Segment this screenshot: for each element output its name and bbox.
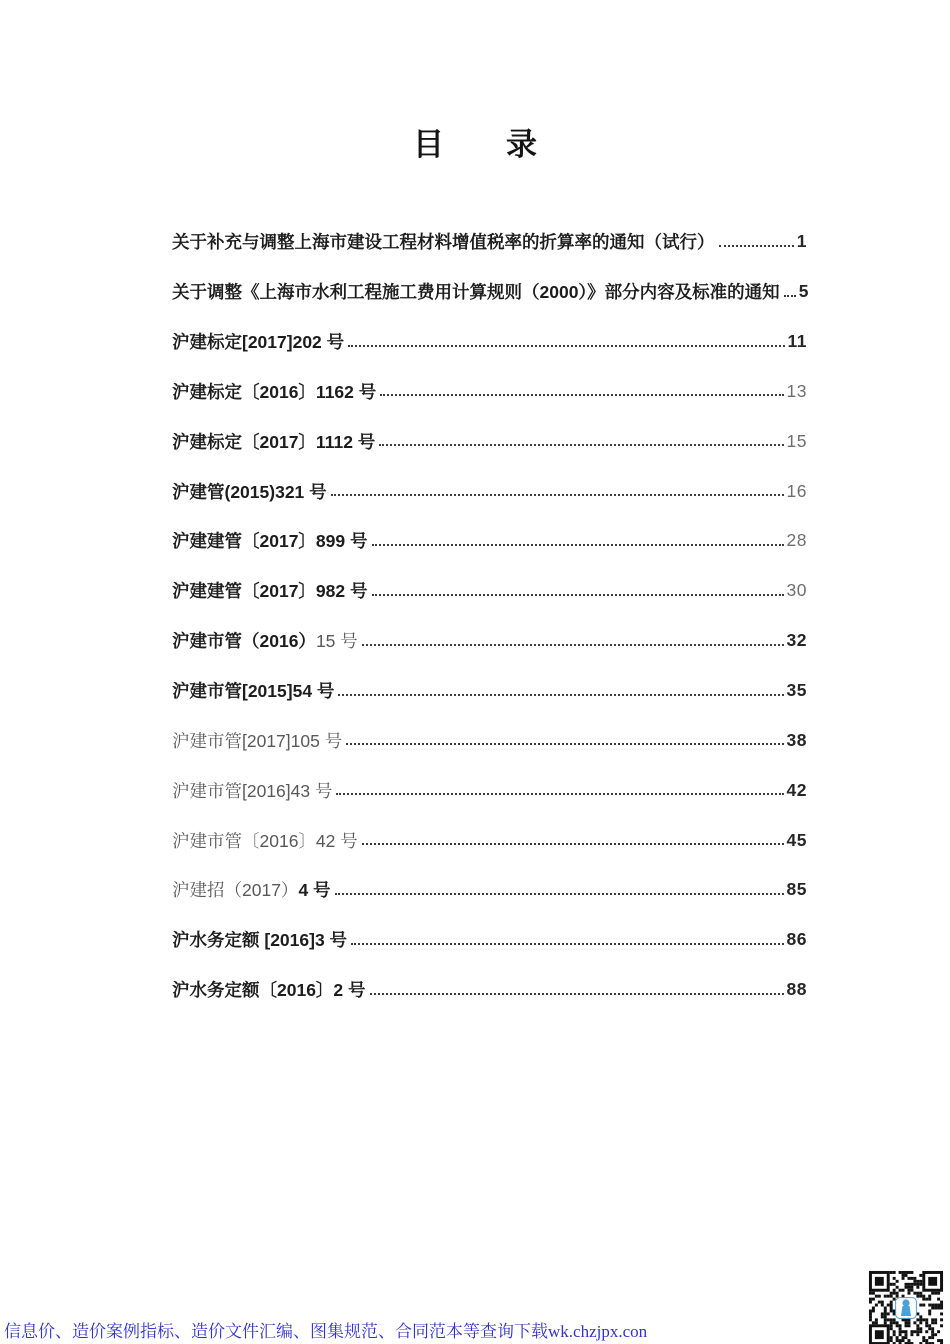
toc-leader-dots [784, 295, 796, 297]
qr-code-image [866, 1268, 946, 1344]
toc-leader-dots [346, 743, 783, 745]
toc-page-number: 86 [786, 929, 807, 950]
toc-entry-label [172, 229, 715, 254]
toc-entry-text-segment: 沪建招（2017） [172, 880, 299, 901]
toc-leader-dots [372, 544, 784, 546]
toc-entry-text-segment: 沪建市管[2016]43 号 [172, 780, 333, 801]
toc-entry-text-segment: 沪建建管〔2017〕982 号 [172, 581, 368, 602]
toc-entry-label [172, 628, 358, 653]
footer-promo-link[interactable]: 信息价、造价案例指标、造价文件汇编、图集规范、合同范本等查询下载wk.chzjpx.con [4, 1322, 648, 1341]
toc-leader-dots [372, 594, 784, 596]
toc-entry-label [172, 379, 376, 404]
toc-entry-text-segment: 沪建市管[2017]105 号 [172, 730, 343, 751]
toc-page-number: 35 [786, 680, 807, 701]
toc-page-number: 28 [786, 530, 807, 551]
toc-entry-label [172, 429, 375, 454]
toc-entry [172, 566, 807, 616]
toc-page-number: 15 [786, 430, 807, 451]
toc-entry-label [172, 678, 334, 703]
toc-page-number: 38 [786, 729, 807, 750]
toc-entry [172, 865, 807, 915]
toc-entry-text-segment: 沪建标定〔2017〕1112 号 [172, 431, 376, 452]
toc-entry-text-segment: 沪建标定〔2016〕1162 号 [172, 381, 377, 402]
toc-leader-dots [370, 993, 784, 995]
toc-page-number: 42 [786, 779, 807, 800]
toc-page-number: 1 [796, 231, 807, 252]
toc-entry [172, 915, 807, 965]
toc-entry-label [172, 977, 366, 1002]
qr-code [866, 1268, 946, 1344]
toc-entry [172, 765, 807, 815]
toc-entry [172, 466, 807, 516]
toc-entry [172, 965, 807, 1015]
toc-entry [172, 815, 807, 865]
toc-entry-label [172, 279, 780, 304]
toc-entry [172, 317, 807, 367]
toc-entry-text-segment: 沪建建管〔2017〕899 号 [172, 531, 368, 552]
toc-entry-text-segment: 15 号 [315, 631, 358, 652]
toc-page-number: 11 [787, 331, 807, 352]
toc-entry [172, 367, 807, 417]
toc-entry [172, 516, 807, 566]
toc-entry-label [172, 528, 368, 553]
toc-entry-text-segment: 沪水务定额〔2016〕2 号 [172, 980, 366, 1001]
page-title: 目 录 [413, 127, 537, 162]
toc-entry-text-segment: 沪建市管（2016） [172, 631, 316, 652]
toc-entry-text-segment: 4 号 [298, 880, 331, 901]
toc-entry [172, 616, 807, 666]
toc-entry-text-segment: 关于调整《上海市水利工程施工费用计算规则（2000）》部分内容及标准的通知 [172, 282, 780, 303]
toc-entry-text-segment: 沪建管(2015)321 号 [172, 481, 327, 502]
toc-page-number: 30 [786, 580, 807, 601]
toc-leader-dots [336, 793, 783, 795]
toc-page-number: 16 [786, 480, 807, 501]
toc-entry-text-segment: 沪建市管[2015]54 号 [172, 681, 335, 702]
toc-leader-dots [331, 494, 784, 496]
toc-leader-dots [379, 444, 783, 446]
toc-entry-label [172, 479, 327, 504]
toc-entry-label [172, 578, 368, 603]
toc-leader-dots [719, 245, 794, 247]
toc-entry-label [172, 329, 344, 354]
toc-entry [172, 267, 807, 317]
toc-page-number: 88 [786, 979, 807, 1000]
toc-page-number: 5 [798, 281, 809, 302]
toc-entry-label [172, 728, 342, 753]
toc-leader-dots [338, 694, 783, 696]
toc-page-number: 13 [786, 380, 807, 401]
toc-entry [172, 217, 807, 267]
toc-entry-text-segment: 沪建标定[2017]202 号 [172, 332, 345, 353]
toc-leader-dots [362, 644, 784, 646]
toc-entry [172, 416, 807, 466]
toc-entry-label [172, 828, 358, 853]
toc-entry-label [172, 778, 332, 803]
toc-entry [172, 666, 807, 716]
toc-leader-dots [335, 893, 784, 895]
toc-page-number: 45 [786, 829, 807, 850]
toc-leader-dots [380, 394, 783, 396]
toc-entry [172, 715, 807, 765]
toc-entry-text-segment: 关于补充与调整上海市建设工程材料增值税率的折算率的通知（试行） [172, 232, 715, 253]
toc-leader-dots [351, 943, 783, 945]
toc-entry-text-segment: 沪水务定额 [2016]3 号 [172, 930, 348, 951]
toc-page-number: 85 [786, 879, 807, 900]
toc-list [172, 217, 807, 1015]
toc-entry-text-segment: 沪建市管〔2016〕42 号 [172, 830, 358, 851]
toc-entry-label [172, 877, 331, 902]
toc-leader-dots [362, 843, 784, 845]
toc-page-number: 32 [786, 630, 807, 651]
toc-leader-dots [348, 345, 784, 347]
toc-entry-label [172, 927, 347, 952]
